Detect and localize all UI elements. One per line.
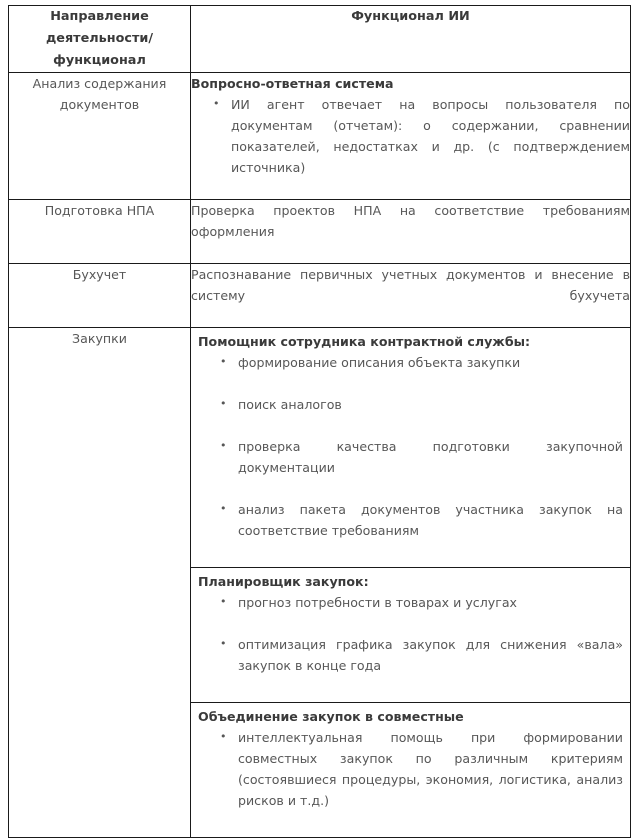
ai-application-table	[8, 5, 631, 838]
cell-content-document-analysis	[191, 73, 631, 200]
list-item	[198, 499, 623, 562]
column-header-ai-functionality: Функционал ИИ	[191, 6, 631, 73]
category-label-document-analysis: Анализ содержания документов	[9, 73, 191, 200]
list-item-text: • прогноз потребности в товарах и услугах	[238, 595, 517, 610]
category-label-accounting: Бухучет	[9, 264, 191, 328]
list-item-text: • оптимизация графика закупок для снижения «вала» закупок в конце года	[238, 637, 623, 673]
table-header-row	[9, 6, 631, 73]
column-header-direction	[9, 6, 191, 73]
cell-content-procurement	[191, 328, 631, 838]
list-item	[198, 436, 623, 499]
list-item	[198, 634, 623, 697]
list-item	[198, 592, 623, 634]
column-header-direction-line3: функционал	[53, 53, 146, 68]
list-item-text: • интеллектуальная помощь при формировании совместных закупок по различным критериям (состоявшиеся процедуры, экономия, логистика, анализ рисков и т.д.)	[238, 730, 623, 808]
category-label-procurement: Закупки	[9, 328, 191, 838]
cell-content-npa-preparation	[191, 200, 631, 264]
table-row	[9, 328, 631, 838]
list-item-text: • проверка качества подготовки закупочной документации	[238, 439, 623, 475]
list-item	[191, 94, 630, 199]
block-lead-joint-procurement: Объединение закупок в совместные	[198, 709, 464, 724]
list-item-text: • анализ пакета документов участника закупок на соответствие требованиям	[238, 502, 623, 538]
column-header-direction-line2: деятельности/	[45, 31, 154, 46]
block-lead-contract-officer-assistant: Помощник сотрудника контрактной службы:	[198, 334, 531, 349]
bullet-list	[198, 352, 623, 562]
list-item	[198, 727, 623, 832]
paragraph-npa-check: Проверка проектов НПА на соответствие требованиям оформления	[191, 203, 630, 239]
list-item-text: • формирование описания объекта закупки	[238, 355, 521, 370]
table-row	[9, 264, 631, 328]
sub-block-joint-procurement	[191, 702, 630, 837]
bullet-list	[198, 727, 623, 832]
list-item	[198, 352, 623, 394]
cell-content-accounting	[191, 264, 631, 328]
list-item	[198, 394, 623, 436]
sub-block-contract-officer-assistant	[191, 328, 630, 567]
table-caption	[8, 0, 630, 2]
block-lead-procurement-planner: Планировщик закупок:	[198, 574, 369, 589]
list-item-text: • поиск аналогов	[238, 397, 342, 412]
list-item-text: • ИИ агент отвечает на вопросы пользователя по документам (отчетам): о содержании, сравнении показателей, недостатках и др. (с подтверждением источника)	[231, 97, 630, 175]
category-label-npa-preparation: Подготовка НПА	[9, 200, 191, 264]
block-lead-qa-system: Вопросно-ответная система	[191, 76, 394, 91]
table-row	[9, 73, 631, 200]
table-row	[9, 200, 631, 264]
column-header-direction-line1: Направление	[50, 9, 149, 24]
paragraph-accounting-recognition: Распознавание первичных учетных документов и внесение в систему бухучета	[191, 267, 630, 303]
bullet-list	[198, 592, 623, 697]
bullet-list	[191, 94, 630, 199]
